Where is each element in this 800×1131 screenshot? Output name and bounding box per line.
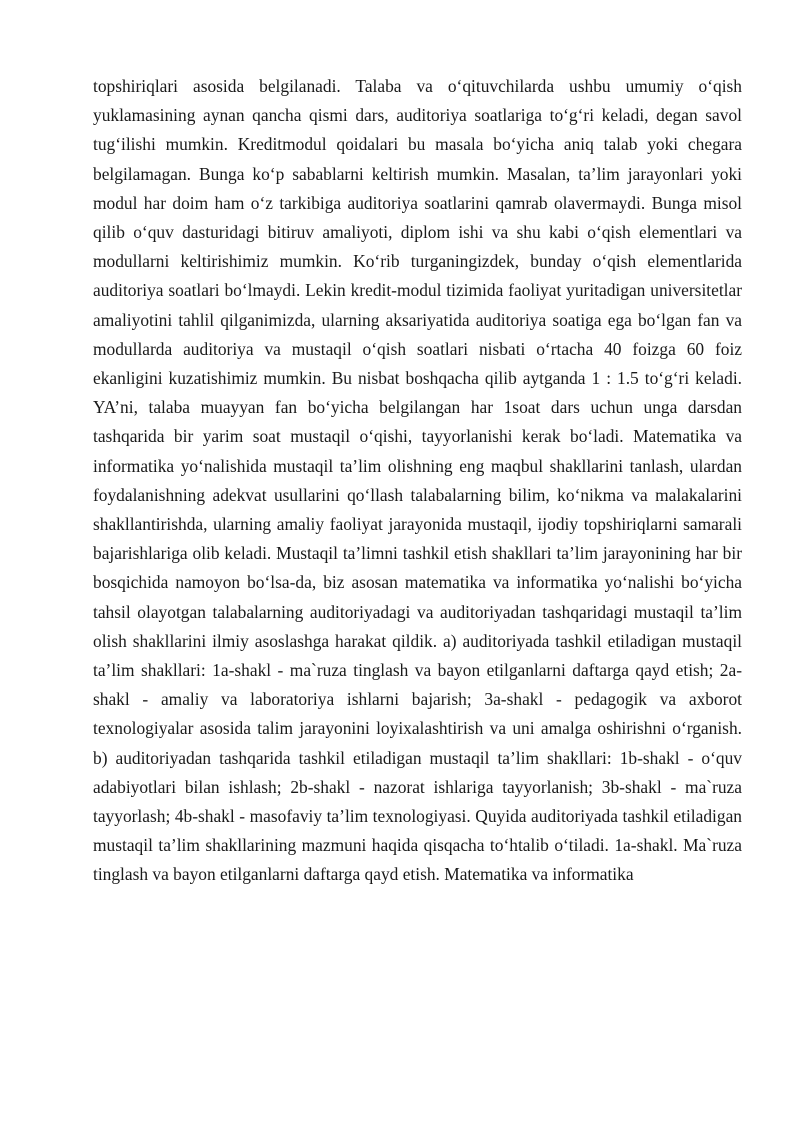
document-page: [93, 72, 742, 890]
body-paragraph: topshiriqlari asosida belgilanadi. Talaba va o‘qituvchilarda ushbu umumiy o‘qish yuklamasining aynan qancha qismi dars, auditoriya soatlariga to‘g‘ri keladi, degan savol tug‘ilishi mumkin. Kreditmodul qoidalari bu masala bo‘yicha aniq talab yoki chegara belgilamagan. Bunga ko‘p sabablarni keltirish mumkin. Masalan, ta’lim jarayonlari yoki modul har doim ham o‘z tarkibiga auditoriya soatlarini qamrab olavermaydi. Bunga misol qilib o‘quv dasturidagi bitiruv amaliyoti, diplom ishi va shu kabi o‘qish elementlari va modullarni keltirishimiz mumkin. Ko‘rib turganingizdek, bunday o‘qish elementlarida auditoriya soatlari bo‘lmaydi. Lekin kredit-modul tizimida faoliyat yuritadigan universitetlar amaliyotini tahlil qilganimizda, ularning aksariyatida auditoriya soatiga ega bo‘lgan fan va modullarda auditoriya va mustaqil o‘qish soatlari nisbati o‘rtacha 40 foizga 60 foiz ekanligini kuzatishimiz mumkin. Bu nisbat boshqacha qilib aytganda 1 : 1.5 to‘g‘ri keladi. YA’ni, talaba muayyan fan bo‘yicha belgilangan har 1soat dars uchun unga darsdan tashqarida bir yarim soat mustaqil o‘qishi, tayyorlanishi kerak bo‘ladi. Matematika va informatika yo‘nalishida mustaqil ta’lim olishning eng maqbul shakllarini tanlash, ulardan foydalanishning adekvat usullarini qo‘llash talabalarning bilim, ko‘nikma va malakalarini shakllantirishda, ularning amaliy faoliyat jarayonida mustaqil, ijodiy topshiriqlarni samarali bajarishlariga olib keladi. Mustaqil ta’limni tashkil etish shakllari ta’lim jarayonining har bir bosqichida namoyon bo‘lsa-da, biz asosan matematika va informatika yo‘nalishi bo‘yicha tahsil olayotgan talabalarning auditoriyadagi va auditoriyadan tashqaridagi mustaqil ta’lim olish shakllarini ilmiy asoslashga harakat qildik. a) auditoriyada tashkil etiladigan mustaqil ta’lim shakllari: 1a-shakl - ma`ruza tinglash va bayon etilganlarni daftarga qayd etish; 2a-shakl - amaliy va laboratoriya ishlarni bajarish; 3a-shakl - pedagogik va axborot texnologiyalar asosida talim jarayonini loyixalashtirish va uni amalga oshirishni o‘rganish. b) auditoriyadan tashqarida tashkil etiladigan mustaqil ta’lim shakllari: 1b-shakl - o‘quv adabiyotlari bilan ishlash; 2b-shakl - nazorat ishlariga tayyorlanish; 3b-shakl - ma`ruza tayyorlash; 4b-shakl - masofaviy ta’lim texnologiyasi. Quyida auditoriyada tashkil etiladigan mustaqil ta’lim shakllarining mazmuni haqida qisqacha to‘htalib o‘tiladi. 1a-shakl. Ma`ruza tinglash va bayon etilganlarni daftarga qayd etish. Matematika va informatika: [93, 76, 742, 885]
